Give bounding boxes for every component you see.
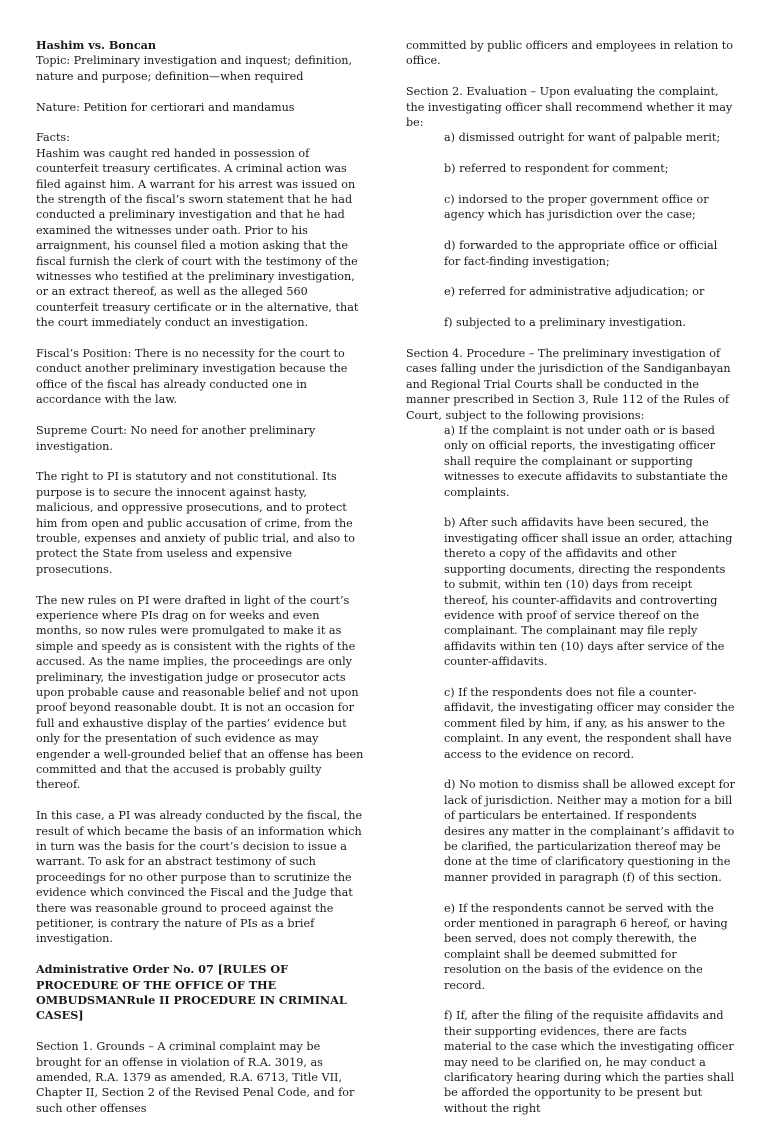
section2-item: f) subjected to a preliminary investigation. [444, 316, 686, 330]
section2-intro: Section 2. Evaluation – Upon evaluating the complaint, the investigating officer shall recommend whether it may be: [406, 85, 733, 130]
section2-item: c) indorsed to the proper government office or agency which has jurisdiction over the case; [444, 193, 709, 222]
section1-paragraph: Section 1. Grounds – A criminal complaint may be brought for an offense in violation of R.A. 3019, as amended, R.A. 1379 as amended, R.A. 6713, Title VII, Chapter II, Section 2 of the Revised Penal Code, and for such other offenses [36, 1040, 355, 1115]
administrative-order-heading: Administrative Order No. 07 [RULES OF PROCEDURE OF THE OFFICE OF THE OMBUDSMANRule II PROCEDURE IN CRIMINAL CASES] [36, 962, 347, 1023]
section4-item: c) If the respondents does not file a counter-affidavit, the investigating officer may consider the comment filed by him, if any, as his answer to the complaint. In any event, the respondent shall have access to the evidence on record. [444, 685, 735, 761]
continuation-paragraph: committed by public officers and employees in relation to office. [406, 39, 733, 68]
section4-item: d) No motion to dismiss shall be allowed except for lack of jurisdiction. Neither may a motion for a bill of particulars be entertained. If respondents desires any matter in the complainant’s affidavit to be clarified, the particularization thereof may be done at the time of clarificatory questioning in the manner provided in paragraph (f) of this section. [444, 778, 735, 884]
section4-item: e) If the respondents cannot be served with the order mentioned in paragraph 6 hereof, or having been served, does not comply therewith, the complaint shall be deemed submitted for resolution on the basis of the evidence on the record. [444, 901, 728, 992]
supreme-court-paragraph: Supreme Court: No need for another preliminary investigation. [36, 424, 316, 453]
case-title: Hashim vs. Boncan [36, 38, 157, 52]
topic-line: Topic: Preliminary investigation and inquest; definition, nature and purpose; definition—when required [36, 54, 353, 83]
in-this-case-paragraph: In this case, a PI was already conducted by the fiscal, the result of which became the basis of an information which in turn was the basis for the court’s decision to issue a warrant. To ask for an abstract testimony of such proceedings for no other purpose than to scrutinize the evidence which convinced the Fiscal and the Judge that there was reasonable ground to proceed against the petitioner, is contrary the nature of PIs as a brief investigation. [36, 809, 363, 946]
section4-item: a) If the complaint is not under oath or is based only on official reports, the investigating officer shall require the complainant or supporting witnesses to execute affidavits to substantiate the complaints. [444, 424, 728, 499]
section2-item: a) dismissed outright for want of palpable merit; [444, 131, 721, 145]
nature-line: Nature: Petition for certiorari and mandamus [36, 100, 295, 114]
right-column [406, 38, 736, 1132]
facts-paragraph: Hashim was caught red handed in possession of counterfeit treasury certificates. A criminal action was filed against him. A warrant for his arrest was issued on the strength of the fiscal’s sworn statement that he had conducted a preliminary investigation and that he had examined the witnesses under oath. Prior to his arraignment, his counsel filed a motion asking that the fiscal furnish the clerk of court with the testimony of the witnesses who testified at the preliminary investigation, or an extract thereof, as well as the alleged 560 counterfeit treasury certificate or in the alternative, that the court immediately conduct an investigation. [36, 146, 359, 330]
section4-intro: Section 4. Procedure – The preliminary investigation of cases falling under the jurisdiction of the Sandiganbayan and Regional Trial Courts shall be conducted in the manner prescribed in Section 3, Rule 112 of the Rules of Court, subject to the following provisions: [406, 347, 731, 422]
fiscal-position-paragraph: Fiscal’s Position: There is no necessity for the court to conduct another preliminary investigation because the office of the fiscal has already conducted one in accordance with the law. [36, 347, 348, 407]
section2-item: d) forwarded to the appropriate office or official for fact-finding investigation; [444, 239, 718, 268]
section4-item: f) If, after the filing of the requisite affidavits and their supporting evidences, there are facts material to the case which the investigating officer may need to be clarified on, he may conduct a clarificatory hearing during which the parties shall be afforded the opportunity to be present but without the right [444, 1009, 735, 1115]
left-column [36, 38, 366, 1132]
new-rules-paragraph: The new rules on PI were drafted in light of the court’s experience where PIs drag on for weeks and even months, so now rules were promulgated to make it as simple and speedy as is consistent with the rights of the accused. As the name implies, the proceedings are only preliminary, the investigation judge or prosecutor acts upon probable cause and reasonable belief and not upon proof beyond reasonable doubt. It is not an occasion for full and exhaustive display of the parties’ evidence but only for the presentation of such evidence as may engender a well-grounded belief that an offense has been committed and that the accused is probably guilty thereof. [36, 593, 364, 792]
facts-heading: Facts: [36, 131, 70, 145]
section4-item: b) After such affidavits have been secured, the investigating officer shall issue an order, attaching thereto a copy of the affidavits and other supporting documents, directing the respondents to submit, within ten (10) days from receipt thereof, his counter-affidavits and controverting evidence with proof of service thereof on the complainant. The complainant may file reply affidavits within ten (10) days after service of the counter-affidavits. [444, 516, 733, 669]
section2-item: e) referred for administrative adjudication; or [444, 285, 705, 299]
right-to-pi-paragraph: The right to PI is statutory and not constitutional. Its purpose is to secure the innocent against hasty, malicious, and oppressive prosecutions, and to protect him from open and public accusation of crime, from the trouble, expenses and anxiety of public trial, and also to protect the State from useless and expensive prosecutions. [36, 470, 356, 576]
section2-item: b) referred to respondent for comment; [444, 162, 669, 176]
